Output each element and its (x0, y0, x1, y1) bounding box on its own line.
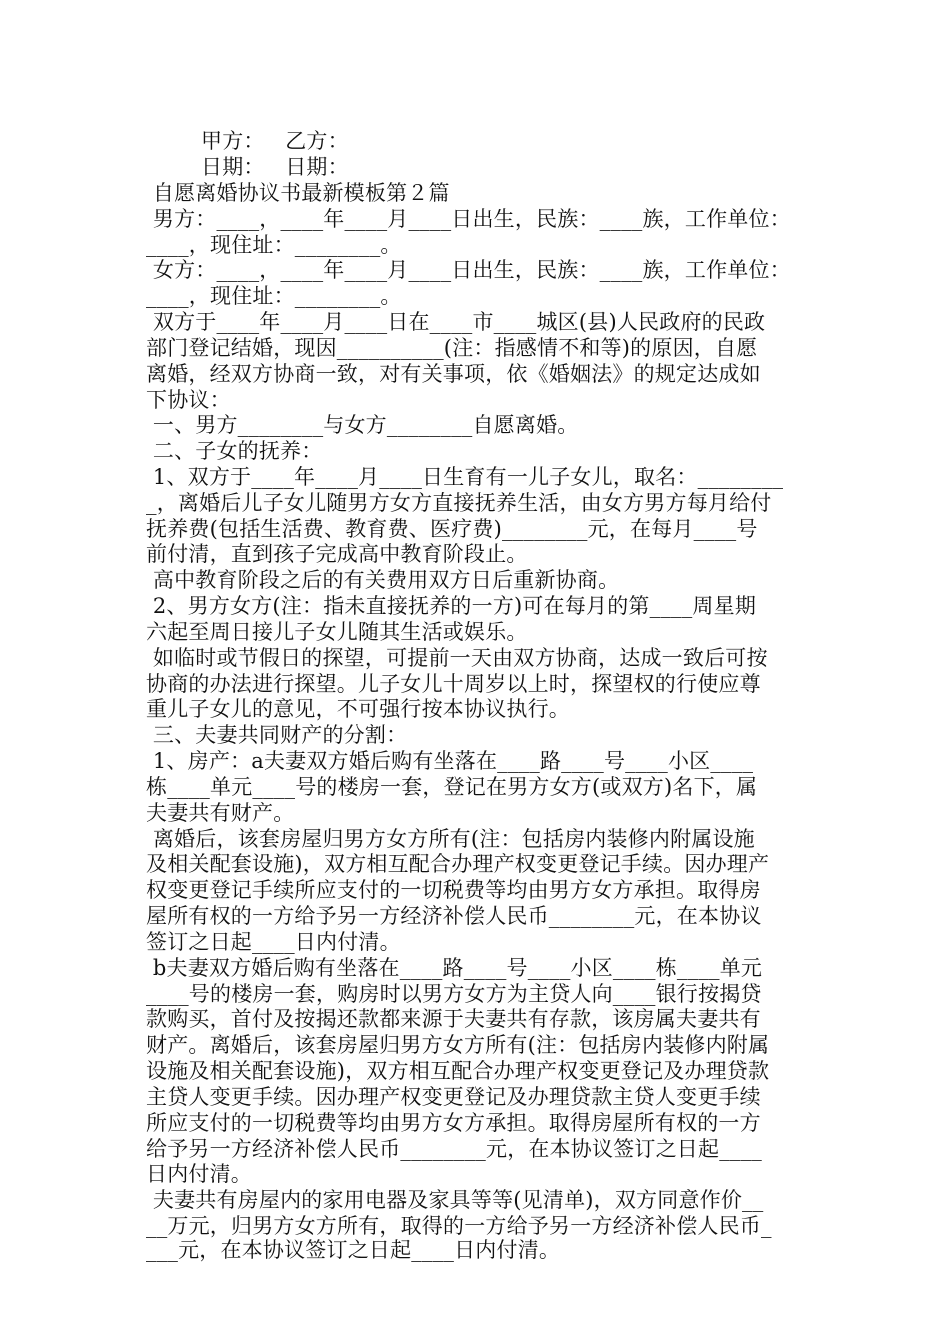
text-line: 高中教育阶段之后的有关费用双方日后重新协商。 (146, 568, 620, 592)
text-line: 给予另一方经济补偿人民币________元，在本协议签订之日起____ (146, 1137, 762, 1161)
text-line: 部门登记结婚，现因__________(注：指感情不和等)的原因，自愿 (146, 336, 758, 360)
text-line: 前付清，直到孩子完成高中教育阶段止。 (146, 542, 528, 566)
text-line: 一、男方________与女方________自愿离婚。 (146, 413, 579, 437)
text-line: 1、房产：a夫妻双方婚后购有坐落在____路____号____小区____ (146, 749, 754, 773)
text-line: 夫妻共有财产。 (146, 801, 295, 825)
text-line: 三、夫妻共同财产的分割： (146, 723, 408, 747)
text-line: ___元，在本协议签订之日起____日内付清。 (146, 1238, 561, 1263)
text-line: 夫妻共有房屋内的家用电器及家具等等(见清单)，双方同意作价__ (146, 1188, 764, 1212)
text-line: 离婚后，该套房屋归男方女方所有(注：包括房内装修内附属设施 (146, 827, 755, 851)
text-line: 女方：____，____年____月____日出生，民族：____族，工作单位： (146, 258, 791, 282)
text-line: 所应支付的一切税费等均由男方女方承担。取得房屋所有权的一方 (146, 1111, 761, 1135)
text-line: 权变更登记手续所应支付的一切税费等均由男方女方承担。取得房 (146, 878, 761, 902)
text-line: 签订之日起____日内付清。 (146, 930, 401, 954)
text-line: 六起至周日接儿子女儿随其生活或娱乐。 (146, 620, 528, 644)
text-line: b夫妻双方婚后购有坐落在____路____号____小区____栋____单元 (146, 956, 763, 980)
text-line: 主贷人变更手续。因办理产权变更登记及办理贷款主贷人变更手续 (146, 1085, 761, 1109)
text-line: 日内付清。 (146, 1162, 252, 1186)
text-line: _，离婚后儿子女儿随男方女方直接抚养生活，由女方男方每月给付 (146, 491, 772, 515)
text-line: ____号的楼房一套，购房时以男方女方为主贷人向____银行按揭贷 (146, 982, 762, 1006)
text-line: 协商的办法进行探望。儿子女儿十周岁以上时，探望权的行使应尊 (146, 672, 761, 696)
text-line: 二、子女的抚养： (146, 439, 323, 463)
text-line: 财产。离婚后，该套房屋归男方女方所有(注：包括房内装修内附属 (146, 1033, 770, 1057)
text-line: 如临时或节假日的探望，可提前一天由双方协商，达成一致后可按 (146, 646, 768, 670)
text-line: 屋所有权的一方给予另一方经济补偿人民币________元，在本协议 (146, 904, 762, 928)
text-line: 双方于____年____月____日在____市____城区(县)人民政府的民政 (146, 310, 766, 334)
text-line: 甲方： 乙方： (146, 129, 349, 153)
text-line: 设施及相关配套设施)，双方相互配合办理产权变更登记及办理贷款 (146, 1059, 770, 1083)
text-line: __万元，归男方女方所有，取得的一方给予另一方经济补偿人民币_ (146, 1214, 772, 1238)
text-line: 日期： 日期： (146, 155, 349, 179)
text-line: 款购买，首付及按揭还款都来源于夫妻共有存款，该房属夫妻共有 (146, 1007, 761, 1031)
text-line: 2、男方女方(注：指未直接抚养的一方)可在每月的第____周星期 (146, 594, 757, 618)
text-line: 离婚，经双方协商一致，对有关事项，依《婚姻法》的规定达成如 (146, 362, 761, 386)
text-line: 抚养费(包括生活费、教育费、医疗费)________元，在每月____号 (146, 517, 758, 541)
text-line: 下协议： (146, 388, 231, 412)
text-line: 栋____单元____号的楼房一套，登记在男方女方(或双方)名下，属 (146, 775, 758, 799)
text-line: 1、双方于____年____月____日生育有一儿子女儿，取名：________ (146, 465, 784, 489)
text-line: ____，现住址：________。 (146, 233, 402, 257)
text-line: 重儿子女儿的意见，不可强行按本协议执行。 (146, 697, 570, 721)
text-line: 及相关配套设施)，双方相互配合办理产权变更登记手续。因办理产 (146, 852, 770, 876)
text-line: 男方：____，____年____月____日出生，民族：____族，工作单位： (146, 207, 791, 231)
text-line: 自愿离婚协议书最新模板第２篇 (146, 181, 450, 205)
text-line: ____，现住址：________。 (146, 284, 402, 308)
